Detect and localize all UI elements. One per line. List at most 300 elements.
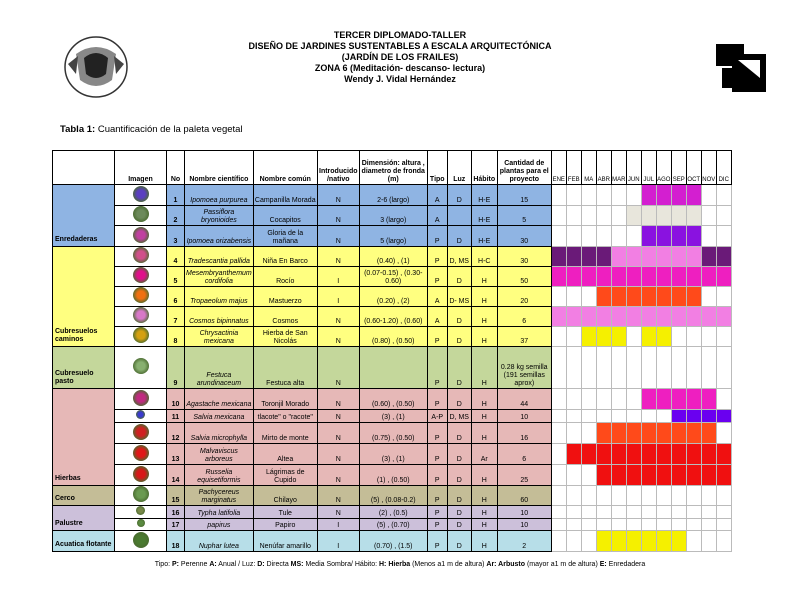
plant-intro: N: [317, 347, 359, 389]
bloom-month-cell: [671, 410, 686, 423]
plant-sci: Mesembryanthemum cordifolia: [185, 267, 254, 287]
plant-habito: H: [471, 506, 497, 519]
bloom-month-cell: [626, 465, 641, 486]
month-header: AGO: [656, 151, 671, 185]
plant-tipo: P: [427, 389, 447, 410]
bloom-month-cell: [611, 307, 626, 327]
bloom-month-cell: [701, 444, 716, 465]
col-dimension: Dimensión: altura , diametro de fronda (m): [359, 151, 427, 185]
month-header: MA: [581, 151, 596, 185]
bloom-month-cell: [641, 267, 656, 287]
plant-dim: (0.70) , (1.5): [359, 531, 427, 552]
bloom-month-cell: [716, 444, 731, 465]
bloom-month-cell: [686, 267, 701, 287]
plant-image: [115, 206, 167, 226]
category-cell: Cerco: [53, 486, 115, 506]
table-row: [53, 206, 732, 226]
plant-habito: H: [471, 327, 497, 347]
plant-habito: Ar: [471, 444, 497, 465]
bloom-month-cell: [611, 531, 626, 552]
bloom-month-cell: [716, 486, 731, 506]
bloom-month-cell: [686, 410, 701, 423]
bloom-month-cell: [671, 531, 686, 552]
plant-habito: H: [471, 410, 497, 423]
plant-photo-icon: [133, 206, 149, 222]
plant-luz: D: [447, 185, 471, 206]
plant-luz: D: [447, 486, 471, 506]
plant-image: [115, 506, 167, 519]
bloom-month-cell: [551, 226, 566, 247]
bloom-month-cell: [656, 287, 671, 307]
plant-cant: 30: [497, 226, 551, 247]
plant-sci: Salvia mexicana: [185, 410, 254, 423]
bloom-month-cell: [581, 247, 596, 267]
bloom-month-cell: [701, 226, 716, 247]
col-cientifico: Nombre científico: [185, 151, 254, 185]
plant-image: [115, 410, 167, 423]
bloom-month-cell: [701, 267, 716, 287]
plant-tipo: P: [427, 465, 447, 486]
bloom-month-cell: [701, 410, 716, 423]
bloom-month-cell: [641, 347, 656, 389]
plant-intro: N: [317, 327, 359, 347]
bloom-month-cell: [626, 226, 641, 247]
plant-habito: H: [471, 465, 497, 486]
bloom-month-cell: [716, 531, 731, 552]
bloom-month-cell: [701, 185, 716, 206]
bloom-month-cell: [686, 444, 701, 465]
month-header: SEP: [671, 151, 686, 185]
table-row: [53, 389, 732, 410]
col-cantidad: Cantidad de plantas para el proyecto: [497, 151, 551, 185]
table-row: [53, 185, 732, 206]
plant-dim: 5 (largo): [359, 226, 427, 247]
plant-tipo: P: [427, 486, 447, 506]
bloom-month-cell: [656, 486, 671, 506]
bloom-month-cell: [671, 506, 686, 519]
plant-luz: D: [447, 423, 471, 444]
bloom-month-cell: [596, 444, 611, 465]
bloom-month-cell: [596, 347, 611, 389]
plant-image: [115, 465, 167, 486]
bloom-month-cell: [641, 531, 656, 552]
bloom-month-cell: [626, 486, 641, 506]
bloom-month-cell: [611, 506, 626, 519]
plant-number: 6: [167, 287, 185, 307]
plant-cant: 60: [497, 486, 551, 506]
plant-photo-icon: [133, 424, 149, 440]
bloom-month-cell: [626, 307, 641, 327]
faculty-logo: [710, 38, 772, 98]
bloom-month-cell: [626, 247, 641, 267]
plant-luz: D, MS: [447, 247, 471, 267]
plant-common: Nenúfar amarillo: [253, 531, 317, 552]
bloom-month-cell: [581, 531, 596, 552]
plant-cant: 0.28 kg semilla (191 semillas aprox): [497, 347, 551, 389]
bloom-month-cell: [611, 267, 626, 287]
bloom-month-cell: [716, 226, 731, 247]
bloom-month-cell: [686, 307, 701, 327]
plant-image: [115, 267, 167, 287]
table-row: [53, 519, 732, 531]
bloom-month-cell: [626, 531, 641, 552]
legend-part: D:: [257, 561, 265, 568]
plant-dim: (2) , (0.5): [359, 506, 427, 519]
plant-common: tlacote" o "racote": [253, 410, 317, 423]
bloom-month-cell: [686, 247, 701, 267]
legend-part: Perenne: [178, 561, 210, 568]
plant-tipo: P: [427, 347, 447, 389]
bloom-month-cell: [701, 327, 716, 347]
plant-sci: Salvia microphylla: [185, 423, 254, 444]
bloom-month-cell: [686, 506, 701, 519]
plant-habito: H: [471, 287, 497, 307]
bloom-month-cell: [611, 389, 626, 410]
bloom-month-cell: [671, 389, 686, 410]
bloom-month-cell: [641, 410, 656, 423]
bloom-month-cell: [671, 444, 686, 465]
plant-cant: 37: [497, 327, 551, 347]
plant-photo-icon: [133, 532, 149, 548]
plant-photo-icon: [133, 327, 149, 343]
plant-habito: H: [471, 347, 497, 389]
bloom-month-cell: [716, 267, 731, 287]
bloom-month-cell: [656, 389, 671, 410]
bloom-month-cell: [611, 185, 626, 206]
bloom-month-cell: [686, 389, 701, 410]
plant-dim: (3) , (1): [359, 444, 427, 465]
plant-common: Papiro: [253, 519, 317, 531]
bloom-month-cell: [626, 185, 641, 206]
bloom-month-cell: [626, 267, 641, 287]
bloom-month-cell: [716, 287, 731, 307]
category-cell: Cubresuelo pasto: [53, 347, 115, 389]
bloom-month-cell: [596, 185, 611, 206]
plant-common: Tule: [253, 506, 317, 519]
bloom-month-cell: [566, 486, 581, 506]
plant-tipo: A: [427, 206, 447, 226]
col-imagen: Imagen: [115, 151, 167, 185]
legend-part: Anual / Luz:: [216, 561, 258, 568]
bloom-month-cell: [686, 519, 701, 531]
legend-part: P:: [171, 561, 179, 568]
bloom-month-cell: [686, 465, 701, 486]
bloom-month-cell: [641, 287, 656, 307]
month-header: ENE: [551, 151, 566, 185]
bloom-month-cell: [596, 287, 611, 307]
bloom-month-cell: [671, 519, 686, 531]
bloom-month-cell: [671, 226, 686, 247]
legend-part: (mayor a1 m de altura): [525, 561, 600, 568]
bloom-month-cell: [581, 287, 596, 307]
plant-image: [115, 327, 167, 347]
plant-tipo: P: [427, 267, 447, 287]
plant-dim: (0.60) , (0.50): [359, 389, 427, 410]
plant-dim: 3 (largo): [359, 206, 427, 226]
plant-intro: N: [317, 444, 359, 465]
bloom-month-cell: [596, 206, 611, 226]
table-row: [53, 531, 732, 552]
header-line: ZONA 6 (Meditación- descanso- lectura): [314, 63, 486, 73]
bloom-month-cell: [566, 226, 581, 247]
legend-part: Tipo:: [154, 561, 172, 568]
plant-dim: (5) , (0.70): [359, 519, 427, 531]
month-header: FEB: [566, 151, 581, 185]
month-header: JUL: [641, 151, 656, 185]
bloom-month-cell: [641, 247, 656, 267]
plant-common: Mastuerzo: [253, 287, 317, 307]
col-no: No: [167, 151, 185, 185]
plant-luz: D- MS: [447, 287, 471, 307]
bloom-month-cell: [656, 465, 671, 486]
plant-sci: Cosmos bipinnatus: [185, 307, 254, 327]
bloom-month-cell: [611, 423, 626, 444]
bloom-month-cell: [656, 267, 671, 287]
bloom-month-cell: [701, 247, 716, 267]
plant-number: 15: [167, 486, 185, 506]
bloom-month-cell: [566, 444, 581, 465]
plant-sci: Passiflora bryonioides: [185, 206, 254, 226]
bloom-month-cell: [716, 247, 731, 267]
plant-dim: (0.75) , (0.50): [359, 423, 427, 444]
bloom-month-cell: [656, 185, 671, 206]
bloom-month-cell: [656, 226, 671, 247]
table-legend: [0, 561, 800, 568]
bloom-month-cell: [716, 327, 731, 347]
header-line: DISEÑO DE JARDINES SUSTENTABLES A ESCALA ARQUITECTÓNICA: [248, 41, 552, 51]
plant-sci: Pachycereus marginatus: [185, 486, 254, 506]
bloom-month-cell: [686, 226, 701, 247]
bloom-month-cell: [581, 465, 596, 486]
bloom-month-cell: [656, 423, 671, 444]
plant-common: Campanilla Morada: [253, 185, 317, 206]
plant-cant: 10: [497, 410, 551, 423]
legend-part: H: Hierba: [379, 561, 411, 568]
bloom-month-cell: [626, 206, 641, 226]
bloom-month-cell: [701, 287, 716, 307]
plant-number: 7: [167, 307, 185, 327]
plant-dim: (0.80) , (0.50): [359, 327, 427, 347]
plant-intro: I: [317, 287, 359, 307]
bloom-month-cell: [596, 465, 611, 486]
category-cell: Hierbas: [53, 389, 115, 486]
bloom-month-cell: [686, 206, 701, 226]
bloom-month-cell: [581, 410, 596, 423]
bloom-month-cell: [581, 486, 596, 506]
plant-habito: H: [471, 267, 497, 287]
plant-photo-icon: [136, 410, 145, 419]
plant-dim: (0.40) , (1): [359, 247, 427, 267]
plant-number: 11: [167, 410, 185, 423]
bloom-month-cell: [671, 206, 686, 226]
bloom-month-cell: [671, 347, 686, 389]
plant-number: 14: [167, 465, 185, 486]
bloom-month-cell: [671, 267, 686, 287]
table-row: [53, 465, 732, 486]
plant-tipo: A: [427, 307, 447, 327]
plant-photo-icon: [133, 390, 149, 406]
bloom-month-cell: [626, 519, 641, 531]
month-header: ABR: [596, 151, 611, 185]
plant-number: 13: [167, 444, 185, 465]
table-row: [53, 307, 732, 327]
bloom-month-cell: [686, 531, 701, 552]
bloom-month-cell: [626, 287, 641, 307]
plant-intro: N: [317, 226, 359, 247]
bloom-month-cell: [671, 327, 686, 347]
bloom-month-cell: [596, 226, 611, 247]
bloom-month-cell: [641, 389, 656, 410]
bloom-month-cell: [596, 423, 611, 444]
bloom-month-cell: [686, 486, 701, 506]
bloom-month-cell: [611, 410, 626, 423]
bloom-month-cell: [551, 327, 566, 347]
plant-image: [115, 347, 167, 389]
bloom-month-cell: [656, 531, 671, 552]
plant-luz: D: [447, 465, 471, 486]
plant-sci: Agastache mexicana: [185, 389, 254, 410]
plant-sci: Festuca arundinaceum: [185, 347, 254, 389]
bloom-month-cell: [701, 531, 716, 552]
plant-sci: Typha latifolia: [185, 506, 254, 519]
plant-luz: D: [447, 267, 471, 287]
bloom-month-cell: [686, 347, 701, 389]
bloom-month-cell: [596, 389, 611, 410]
plant-number: 8: [167, 327, 185, 347]
plant-image: [115, 486, 167, 506]
plant-intro: N: [317, 206, 359, 226]
plant-habito: H-E: [471, 206, 497, 226]
bloom-month-cell: [596, 327, 611, 347]
bloom-month-cell: [551, 247, 566, 267]
plant-number: 18: [167, 531, 185, 552]
bloom-month-cell: [551, 206, 566, 226]
bloom-month-cell: [656, 347, 671, 389]
plant-sci: papirus: [185, 519, 254, 531]
plant-photo-icon: [133, 186, 149, 202]
bloom-month-cell: [581, 389, 596, 410]
bloom-month-cell: [671, 247, 686, 267]
bloom-month-cell: [716, 519, 731, 531]
bloom-month-cell: [611, 465, 626, 486]
plant-image: [115, 226, 167, 247]
bloom-month-cell: [596, 519, 611, 531]
bloom-month-cell: [686, 327, 701, 347]
plant-cant: 10: [497, 519, 551, 531]
bloom-month-cell: [701, 423, 716, 444]
bloom-month-cell: [566, 206, 581, 226]
bloom-month-cell: [566, 307, 581, 327]
bloom-month-cell: [716, 423, 731, 444]
plant-number: 17: [167, 519, 185, 531]
bloom-month-cell: [701, 506, 716, 519]
plant-habito: H-E: [471, 185, 497, 206]
plant-luz: D: [447, 519, 471, 531]
plant-intro: I: [317, 519, 359, 531]
plant-intro: I: [317, 267, 359, 287]
bloom-month-cell: [671, 423, 686, 444]
bloom-month-cell: [566, 531, 581, 552]
plant-luz: [447, 206, 471, 226]
plant-luz: D, MS: [447, 410, 471, 423]
plant-dim: (0.20) , (2): [359, 287, 427, 307]
bloom-month-cell: [641, 519, 656, 531]
plant-intro: I: [317, 531, 359, 552]
plant-photo-icon: [133, 227, 149, 243]
plant-image: [115, 247, 167, 267]
table-row: [53, 486, 732, 506]
bloom-month-cell: [551, 410, 566, 423]
bloom-month-cell: [551, 486, 566, 506]
bloom-month-cell: [641, 465, 656, 486]
col-luz: Luz: [447, 151, 471, 185]
plant-luz: D: [447, 531, 471, 552]
header-line: (JARDÍN DE LOS FRAILES): [341, 52, 459, 62]
bloom-month-cell: [641, 327, 656, 347]
plant-habito: H-E: [471, 226, 497, 247]
plant-habito: H: [471, 531, 497, 552]
plant-tipo: A: [427, 185, 447, 206]
bloom-month-cell: [581, 226, 596, 247]
bloom-month-cell: [626, 389, 641, 410]
plant-photo-icon: [136, 506, 145, 515]
plant-cant: 6: [497, 444, 551, 465]
plant-luz: D: [447, 226, 471, 247]
plant-photo-icon: [137, 519, 145, 527]
legend-part: E:: [599, 561, 607, 568]
plant-number: 1: [167, 185, 185, 206]
plant-photo-icon: [133, 287, 149, 303]
bloom-month-cell: [716, 347, 731, 389]
category-cell: Enredaderas: [53, 185, 115, 247]
bloom-month-cell: [581, 206, 596, 226]
unam-logo: [62, 34, 130, 100]
legend-part: Ar: Arbusto: [486, 561, 526, 568]
bloom-month-cell: [566, 267, 581, 287]
plant-dim: (5) , (0.08-0.2): [359, 486, 427, 506]
plant-dim: (0.60-1.20) , (0.60): [359, 307, 427, 327]
bloom-month-cell: [551, 465, 566, 486]
month-header: JUN: [626, 151, 641, 185]
plant-sci: Malvaviscus arboreus: [185, 444, 254, 465]
bloom-month-cell: [701, 465, 716, 486]
plant-habito: H: [471, 519, 497, 531]
bloom-month-cell: [701, 307, 716, 327]
plant-intro: N: [317, 410, 359, 423]
plant-cant: 50: [497, 267, 551, 287]
bloom-month-cell: [686, 287, 701, 307]
plant-number: 2: [167, 206, 185, 226]
bloom-month-cell: [551, 531, 566, 552]
bloom-month-cell: [716, 410, 731, 423]
table-row: [53, 247, 732, 267]
plant-cant: 5: [497, 206, 551, 226]
bloom-month-cell: [701, 206, 716, 226]
category-cell: Acuatica flotante: [53, 531, 115, 552]
category-cell: Cubresuelos caminos: [53, 247, 115, 347]
plant-intro: N: [317, 506, 359, 519]
legend-part: (Menos a1 m de altura): [410, 561, 487, 568]
plant-number: 12: [167, 423, 185, 444]
bloom-month-cell: [596, 486, 611, 506]
bloom-month-cell: [641, 486, 656, 506]
bloom-month-cell: [566, 247, 581, 267]
plant-dim: (0.07-0.15) , (0.30-0.60): [359, 267, 427, 287]
plant-image: [115, 389, 167, 410]
plant-common: Toronjil Morado: [253, 389, 317, 410]
plant-cant: 30: [497, 247, 551, 267]
bloom-month-cell: [581, 307, 596, 327]
